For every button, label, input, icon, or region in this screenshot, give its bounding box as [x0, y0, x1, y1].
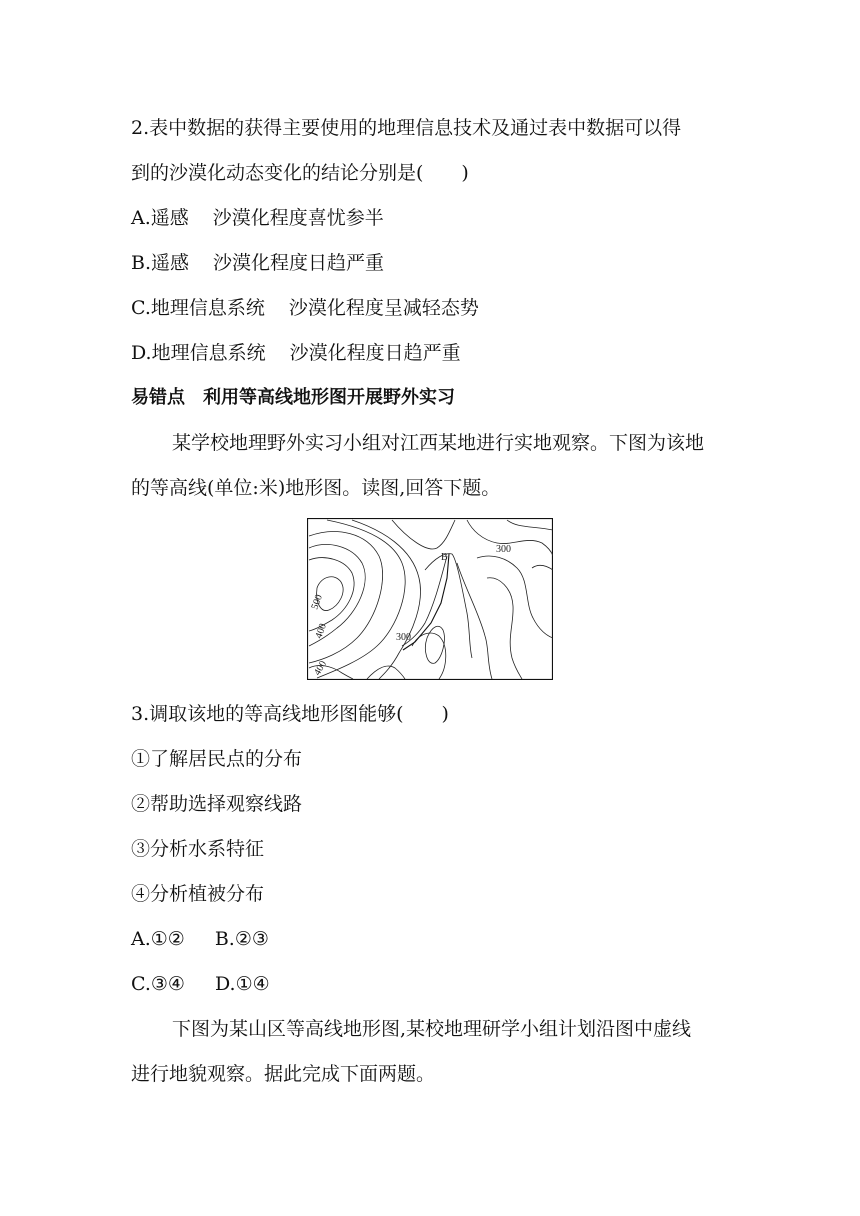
q3-stem: 3.调取该地的等高线地形图能够( ) — [131, 703, 449, 725]
option-letter: A.遥感 — [131, 207, 189, 229]
choice-b: B.②③ — [214, 928, 269, 950]
q3-choices-row2 — [131, 972, 270, 996]
contour-label-400-mid: 400 — [313, 622, 329, 641]
option-letter: C.地理信息系统 — [131, 297, 265, 319]
option-letter: B.遥感 — [131, 252, 190, 274]
option-text: 沙漠化程度呈减轻态势 — [288, 297, 479, 319]
intro1-line1: 某学校地理野外实习小组对江西某地进行实地观察。下图为该地 — [172, 432, 705, 454]
point-b-label: B — [441, 552, 448, 563]
contour-label-300-top: 300 — [496, 544, 511, 555]
q2-stem-line1: 2.表中数据的获得主要使用的地理信息技术及通过表中数据可以得 — [131, 117, 682, 139]
section-heading: 易错点 利用等高线地形图开展野外实习 — [131, 387, 455, 408]
choice-c: C.③④ — [131, 973, 185, 995]
q2-option-a — [131, 206, 384, 230]
q3-item-2: ②帮助选择观察线路 — [131, 793, 303, 815]
q3-item-3: ③分析水系特征 — [131, 838, 265, 860]
q3-item-1: ①了解居民点的分布 — [131, 748, 303, 770]
option-text: 沙漠化程度喜忧参半 — [212, 207, 384, 229]
intro1-line2: 的等高线(单位:米)地形图。读图,回答下题。 — [131, 477, 501, 499]
option-text: 沙漠化程度日趋严重 — [289, 342, 461, 364]
option-letter: D.地理信息系统 — [131, 342, 266, 364]
option-text: 沙漠化程度日趋严重 — [213, 252, 385, 274]
choice-a: A.①② — [131, 928, 185, 950]
q2-option-b — [131, 251, 384, 275]
contour-label-300-mid: 300 — [396, 632, 411, 643]
contour-map — [307, 518, 553, 680]
choice-d: D.①④ — [214, 973, 270, 995]
q2-stem-line2: 到的沙漠化动态变化的结论分别是( ) — [131, 162, 469, 184]
intro2-line2: 进行地貌观察。据此完成下面两题。 — [131, 1063, 436, 1085]
intro2-line1: 下图为某山区等高线地形图,某校地理研学小组计划沿图中虚线 — [172, 1018, 692, 1040]
contour-label-400-bottom: 400 — [312, 659, 330, 678]
q2-option-d — [131, 341, 461, 365]
q3-choices-row1 — [131, 927, 269, 951]
contour-label-500: 500 — [309, 593, 325, 612]
q3-item-4: ④分析植被分布 — [131, 883, 265, 905]
q2-option-c — [131, 296, 479, 320]
map-border — [308, 519, 553, 680]
